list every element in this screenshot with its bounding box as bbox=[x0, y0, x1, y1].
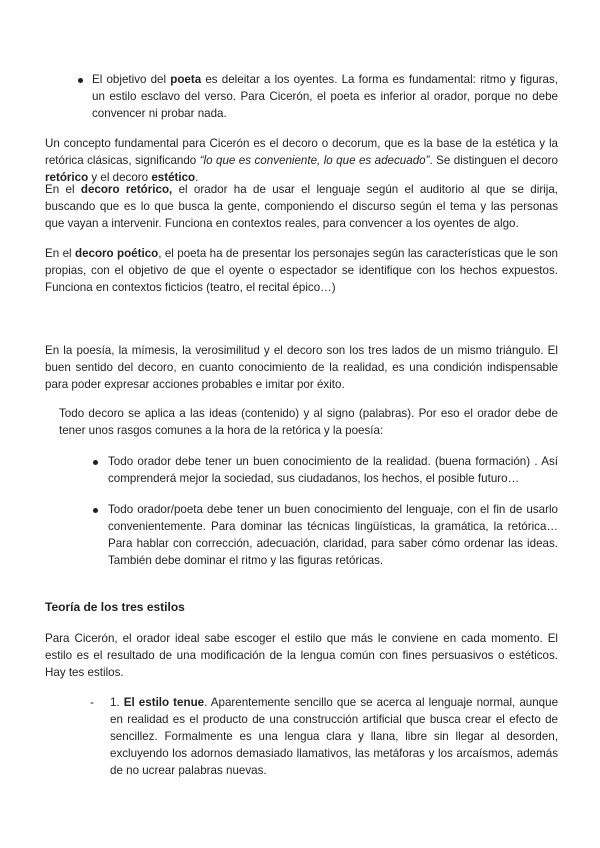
text-run: En el bbox=[45, 183, 81, 196]
dash-marker: - bbox=[90, 696, 94, 709]
paragraph-decoro-intro bbox=[45, 136, 558, 187]
bullet-list-rasgos bbox=[108, 454, 558, 488]
list-item bbox=[108, 454, 558, 488]
italic-text: “lo que es conveniente, lo que es adecuado” bbox=[199, 153, 430, 167]
paragraph-todo-decoro: Todo decoro se aplica a las ideas (contenido) y al signo (palabras). Por eso el orador debe de tener unos rasgos comunes a la hora de la retórica y la poesía: bbox=[59, 407, 558, 437]
bold-text: retórico bbox=[45, 170, 89, 184]
bullet-dot-icon bbox=[93, 508, 98, 513]
list-item bbox=[92, 72, 558, 123]
section-title: Teoría de los tres estilos bbox=[45, 600, 185, 614]
list-number: 1. bbox=[110, 696, 124, 709]
text-run: El objetivo del bbox=[92, 73, 171, 86]
bold-text: decoro retórico, bbox=[80, 183, 173, 196]
paragraph-estilos-intro: Para Cicerón, el orador ideal sabe escoger el estilo que más le conviene en cada momento. El estilo es el resultado de una modificación de la lengua común con fines persuasivos o estéticos. Hay tes estilos. bbox=[45, 632, 558, 679]
bold-text: poeta bbox=[170, 73, 202, 86]
text-run: es deleitar a los oyentes. La forma es fundamental: ritmo y figuras, un estilo esclavo del verso. Para Cicerón, el poeta es inferior al orador, porque no debe convencer ni probar nada. bbox=[92, 73, 558, 120]
text-run: . Se distinguen el decoro bbox=[429, 153, 558, 167]
text-run: , el poeta ha de presentar los personajes según las características que le son propias, con el objetivo de que el oyente o espectador se identifique con los hechos expuestos. Funciona en contextos ficticios (teatro, el recital épico…) bbox=[45, 247, 558, 294]
bold-text: El estilo tenue bbox=[123, 696, 205, 709]
text-run: En el bbox=[45, 247, 75, 260]
text-run: Un concepto fundamental para Cicerón es el decoro o decorum, que es la base de la estética y la retórica clásicas, significando bbox=[45, 137, 558, 167]
bullet-list-rasgos-2 bbox=[108, 502, 558, 570]
text-run: Todo orador debe tener un buen conocimiento de la realidad. (buena formación) . Así comprenderá mejor la sociedad, sus ciudadanos, los hechos, el posible futuro… bbox=[108, 455, 558, 485]
paragraph-decoro-poetico bbox=[45, 246, 558, 297]
bold-text: decoro poético bbox=[74, 247, 159, 260]
bullet-dot-icon bbox=[78, 78, 83, 83]
text-run: y el decoro bbox=[88, 170, 152, 184]
list-item bbox=[108, 502, 558, 570]
bullet-dot-icon bbox=[93, 460, 98, 465]
paragraph-decoro-retorico bbox=[45, 182, 558, 233]
paragraph-triangulo: En la poesía, la mímesis, la verosimilitud y el decoro son los tres lados de un mismo triángulo. El buen sentido del decoro, en cuanto conocimiento de la realidad, es una condición indispensable para poder expresar acciones probables e imitar por éxito. bbox=[45, 344, 558, 391]
text-run: Todo orador/poeta debe tener un buen conocimiento del lenguaje, con el fin de usarlo convenientemente. Para dominar las técnicas lingüísticas, la gramática, la retórica… Para hablar con corrección, adecuación, claridad, para saber cómo ordenar las ideas. También debe dominar el ritmo y las figuras retóricas. bbox=[108, 503, 558, 567]
bullet-list-poeta bbox=[92, 72, 558, 123]
bold-text: estético bbox=[151, 170, 196, 184]
text-run: el orador ha de usar el lenguaje según el auditorio al que se dirija, buscando que es lo que busca la gente, componiendo el discurso según el tema y las personas que vayan a intervenir. Funciona en contextos reales, para convencer a los oyentes de algo. bbox=[45, 183, 558, 230]
list-item-estilo-tenue bbox=[90, 695, 559, 780]
text-run: . Aparentemente sencillo que se acerca al lenguaje normal, aunque en realidad es el producto de una construcción artificial que busca crear el efecto de sencillez. Formalmente es una lengua clara y llana, libre sin llegar al desorden, excluyendo los adornos demasiado llamativos, las metáforas y los arcaísmos, además de no ucrear palabras nuevas. bbox=[110, 696, 559, 777]
text-run: . bbox=[195, 170, 199, 184]
